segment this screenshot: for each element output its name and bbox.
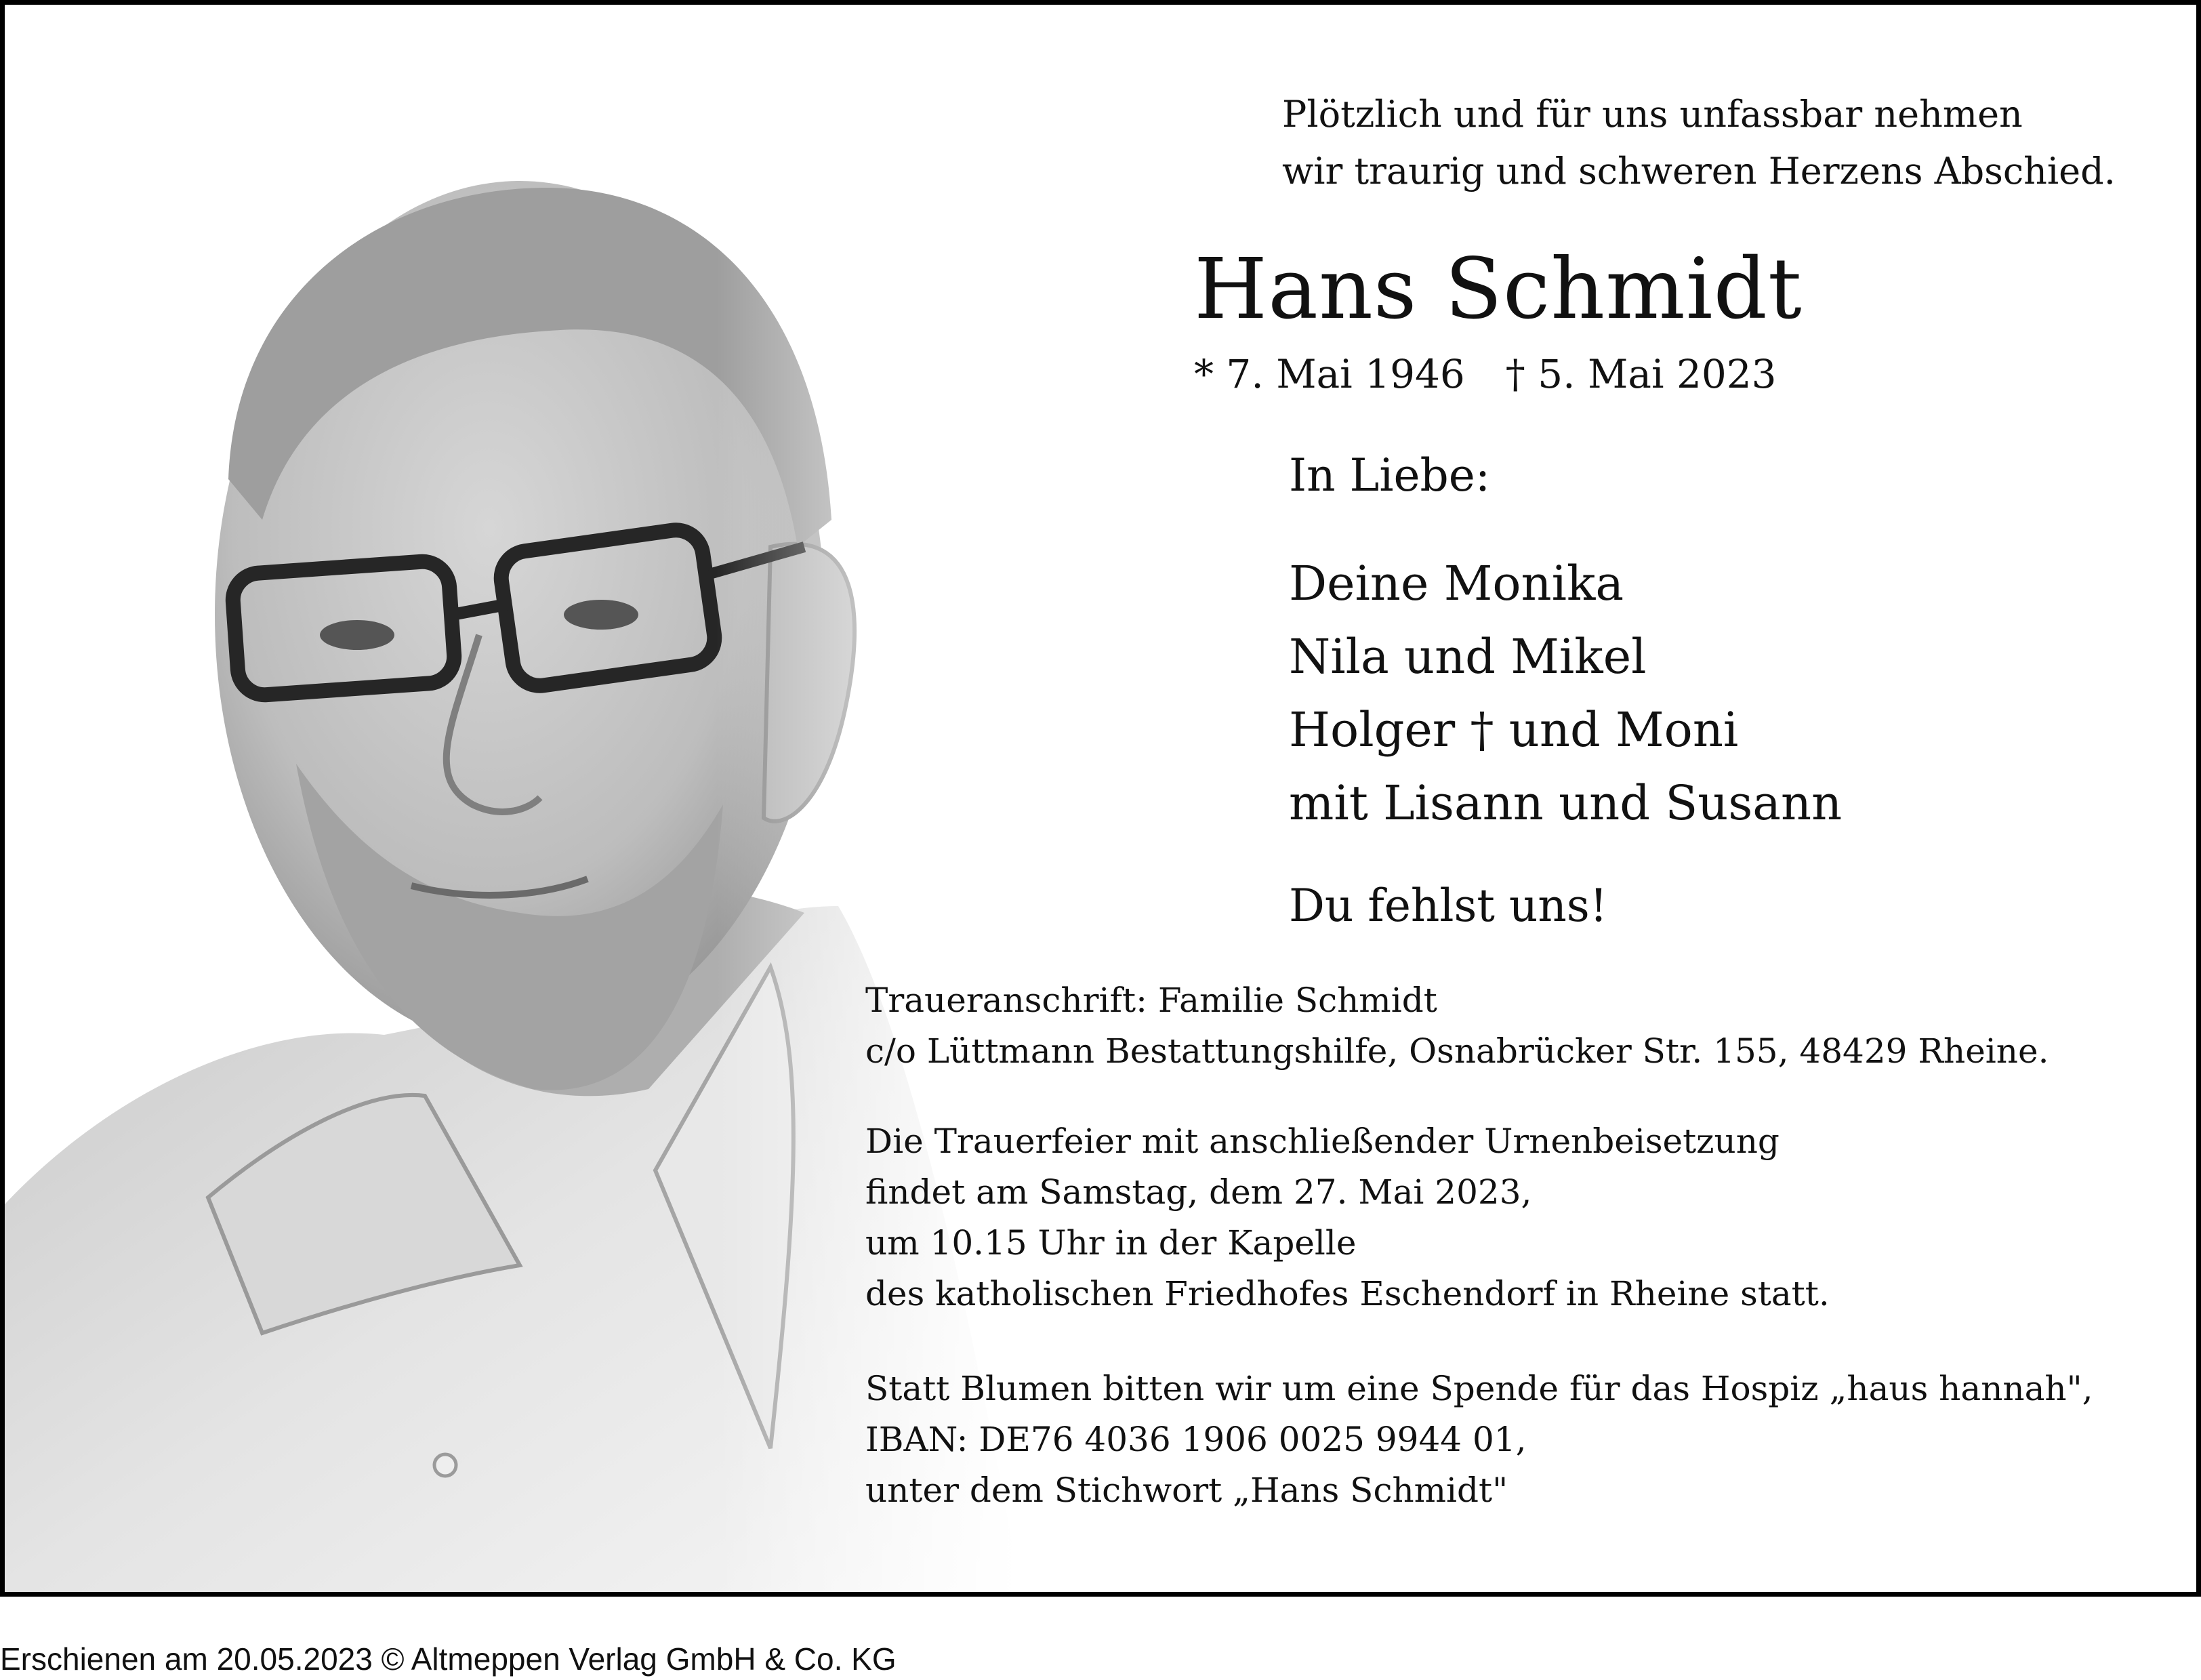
family-member: Nila und Mikel — [1289, 629, 1647, 684]
ceremony-line: findet am Samstag, dem 27. Mai 2023, — [865, 1172, 1532, 1212]
intro-text — [1282, 86, 2116, 200]
family-list — [1289, 547, 1842, 840]
donation-line: unter dem Stichwort „Hans Schmidt" — [865, 1471, 1508, 1510]
mourning-address — [865, 975, 2049, 1077]
birth-date: * 7. Mai 1946 — [1194, 351, 1465, 397]
family-member: mit Lisann und Susann — [1289, 775, 1843, 831]
death-date: † 5. Mai 2023 — [1505, 351, 1777, 397]
address-line: Traueranschrift: Familie Schmidt — [865, 981, 1437, 1020]
closing-line: Du fehlst uns! — [1289, 880, 1608, 932]
ceremony-line: um 10.15 Uhr in der Kapelle — [865, 1223, 1357, 1263]
ceremony-line: des katholischen Friedhofes Eschendorf in Rheine statt. — [865, 1274, 1830, 1313]
donation-info — [865, 1364, 2093, 1516]
ceremony-info — [865, 1116, 1830, 1319]
family-member: Holger † und Moni — [1289, 702, 1739, 758]
donation-line: Statt Blumen bitten wir um eine Spende für das Hospiz „haus hannah", — [865, 1369, 2093, 1408]
life-dates — [1194, 347, 1777, 401]
family-member: Deine Monika — [1289, 556, 1624, 611]
donation-line: IBAN: DE76 4036 1906 0025 9944 01, — [865, 1420, 1527, 1459]
publication-footer: Erschienen am 20.05.2023 © Altmeppen Verlag GmbH & Co. KG — [0, 1641, 897, 1677]
intro-line: wir traurig und schweren Herzens Abschied. — [1282, 150, 2116, 192]
address-line: c/o Lüttmann Bestattungshilfe, Osnabrücker Str. 155, 48429 Rheine. — [865, 1031, 2049, 1071]
in-liebe-label: In Liebe: — [1289, 449, 1491, 501]
deceased-name: Hans Schmidt — [1194, 241, 1803, 338]
portrait-photo — [5, 5, 1021, 1592]
ceremony-line: Die Trauerfeier mit anschließender Urnenbeisetzung — [865, 1122, 1780, 1161]
intro-line: Plötzlich und für uns unfassbar nehmen — [1282, 93, 2023, 136]
